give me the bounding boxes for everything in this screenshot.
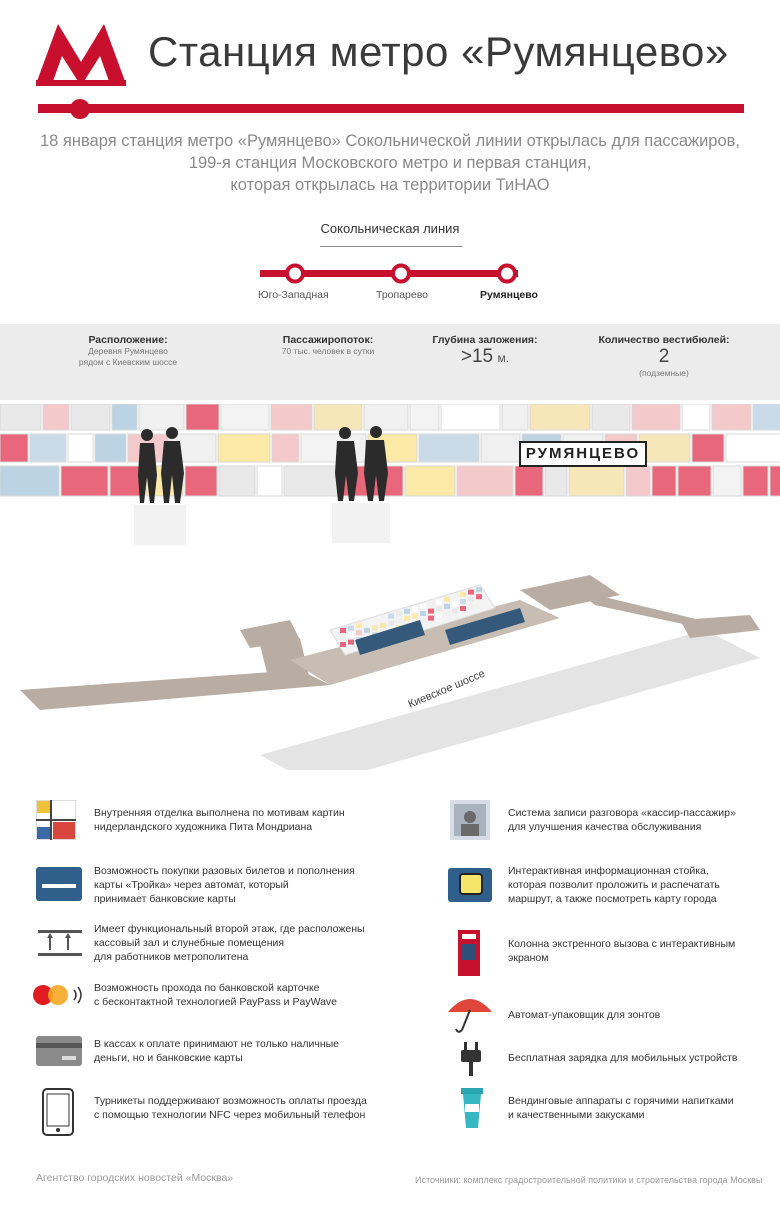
intro-line-1: 18 января станция метро «Румянцево» Сокольнической линии открылась для пассажиров, [39,132,741,150]
iso-mosaic-tile [444,597,450,602]
station-label-2: Тропарево [376,289,429,301]
info-kiosk-icon [448,868,492,902]
iso-mosaic-tile [340,635,346,640]
iso-mosaic-tile [388,614,394,619]
iso-mosaic-tile [460,592,466,597]
bank-card-icon [36,1036,82,1066]
mosaic-tile [481,434,520,462]
iso-mosaic-tile [356,630,362,635]
footer-agency: Агентство городских новостей «Москва» [36,1172,234,1184]
feature-left-5: В кассах к оплате принимают не только наличные деньги, но и банковские карты [94,1038,340,1064]
mosaic-tile [186,404,219,430]
iso-mosaic-tile [372,618,378,623]
iso-mosaic-tile [476,601,482,606]
cup-icon [460,1088,484,1128]
iso-mosaic-tile [476,587,482,592]
mosaic-tile [592,404,630,430]
mosaic-tile [682,404,710,430]
mosaic-tile [530,404,590,430]
line-map-diagram [255,262,525,286]
iso-mosaic-tile [404,616,410,621]
iso-mosaic-tile [428,609,434,614]
mosaic-tile [713,466,741,496]
mosaic-tile [0,404,41,430]
ticket-machine-icon [36,867,82,901]
location-value-1: Деревня Румянцево [88,346,168,356]
intro-text [20,130,760,196]
mosaic-tile [626,466,650,496]
mosaic-tile [221,404,269,430]
intro-line-3: которая открылась на территории ТиНАО [230,176,550,194]
mosaic-tile [753,404,780,430]
iso-mosaic-tile [396,618,402,623]
iso-mosaic-tile [412,606,418,611]
iso-mosaic-tile [468,590,474,595]
emergency-column-icon [458,930,480,976]
iso-mosaic-tile [468,597,474,602]
iso-mosaic-tile [364,621,370,626]
iso-mosaic-tile [460,599,466,604]
title-dot [70,99,90,119]
iso-mosaic-tile [340,628,346,633]
intro-line-2: 199-я станция Московского метро и первая станция, [188,154,592,172]
mosaic-tile [219,466,255,496]
vestibules-value: 2 [658,346,670,367]
iso-mosaic-tile [444,611,450,616]
station-dot-3 [499,266,515,282]
depth-unit: м. [497,351,510,365]
smartphone-icon [42,1088,74,1136]
traffic-value: 70 тыс. человек в сутки [281,346,375,356]
metro-logo-icon [36,22,126,86]
iso-mosaic-tile [420,618,426,623]
mosaic-tile [0,466,59,496]
mosaic-tile [652,466,676,496]
plug-icon [460,1042,482,1076]
title-underline [38,104,744,113]
traffic-title: Пассажиропоток: [282,334,374,346]
station-label-1: Юго-Западная [258,289,329,301]
mosaic-tile [678,466,711,496]
paypass-icon [32,983,90,1007]
location-value-2: рядом с Киевским шоссе [78,357,178,367]
info-location [60,334,196,368]
mosaic-tile [271,404,312,430]
feature-right-1: Система записи разговора «кассир-пассажир» для улучшения качества обслуживания [508,807,736,833]
footer-sources: Источники: комплекс градостроительной политики и строительства города Москвы [415,1175,763,1185]
people-silhouette-right [328,423,394,553]
feature-right-5: Бесплатная зарядка для мобильных устройств [508,1052,738,1064]
iso-mosaic-tile [404,609,410,614]
info-traffic [260,334,396,357]
mosaic-tile [419,434,479,462]
mosaic-tile [441,404,500,430]
station-dot-1 [287,266,303,282]
iso-mosaic-tile [348,626,354,631]
feature-left-1: Внутренняя отделка выполнена по мотивам картин нидерландского художника Пита Мондриана [94,807,345,833]
iso-mosaic-tile [420,611,426,616]
mosaic-tile [0,434,28,462]
mosaic-tile [569,466,624,496]
depth-value: >15 [460,346,494,367]
mosaic-tile [30,434,66,462]
iso-mosaic-tile [452,594,458,599]
feature-right-4: Автомат-упаковщик для зонтов [508,1009,661,1021]
mosaic-tile [457,466,513,496]
mosaic-tile [726,434,780,462]
iso-mosaic-tile [452,601,458,606]
feature-right-2: Интерактивная информационная стойка, которая позволит проложить и распечатать маршрут, а также посмотреть карту города [508,865,720,905]
feature-left-4: Возможность прохода по банковской карточке с бесконтактной технологией PayPass и PayWave [94,982,338,1008]
iso-mosaic-tile [468,604,474,609]
iso-mosaic-tile [412,613,418,618]
info-depth [420,334,550,368]
road-label: Киевское шоссе [406,667,487,711]
cashier-icon [450,800,490,840]
feature-right-3: Колонна экстренного вызова с интерактивным экраном [508,938,736,964]
iso-mosaic-tile [380,623,386,628]
iso-mosaic-tile [388,621,394,626]
iso-mosaic-tile [436,606,442,611]
mosaic-tile [68,434,93,462]
feature-left-6: Турникеты поддерживают возможность оплаты проезда с помощью технологии NFC через мобильный телефон [94,1095,367,1121]
iso-mosaic-tile [340,642,346,647]
mosaic-tile [95,434,126,462]
mosaic-tile [218,434,270,462]
line-name: Сокольническая линия [320,221,460,236]
station-sign: РУМЯНЦЕВО [519,441,647,467]
mosaic-tile [257,466,282,496]
mosaic-tile [545,466,567,496]
mosaic-tile [515,466,543,496]
mosaic-tile [632,404,680,430]
iso-mosaic-tile [444,604,450,609]
mosaic-tile [743,466,768,496]
line-name-underline [320,246,462,247]
info-strip [0,324,780,400]
iso-mosaic-tile [380,616,386,621]
station-dot-2 [393,266,409,282]
info-vestibules [594,334,734,379]
iso-mosaic-tile [396,611,402,616]
mosaic-tile [410,404,439,430]
iso-mosaic-tile [428,602,434,607]
feature-left-2: Возможность покупки разовых билетов и пополнения карты «Тройка» через автомат, который принимает банковские карты [94,865,355,905]
mosaic-tile [692,434,724,462]
mosaic-tile [502,404,528,430]
second-floor-icon [38,928,82,958]
station-isometric-illustration [0,560,780,770]
people-silhouette-left [130,425,190,555]
iso-mosaic-tile [348,640,354,645]
vestibules-note: (подземные) [639,368,689,378]
iso-mosaic-tile [372,625,378,630]
mosaic-tile [272,434,299,462]
mosaic-tile [405,466,455,496]
feature-left-3: Имеет функциональный второй этаж, где расположены кассовый зал и слунебные помещения для работников метрополитена [94,923,365,963]
mosaic-tile [770,466,780,496]
location-title: Расположение: [88,334,168,346]
umbrella-icon [446,992,494,1034]
station-label-3: Румянцево [480,289,538,301]
depth-title: Глубина заложения: [432,334,538,346]
iso-mosaic-tile [436,613,442,618]
page-title: Станция метро «Румянцево» [148,28,729,75]
feature-right-6: Вендинговые аппараты с горячими напитками и качественными закусками [508,1095,734,1121]
vestibules-title: Количество вестибюлей: [598,334,730,346]
mosaic-tile [71,404,110,430]
iso-mosaic-tile [436,599,442,604]
iso-mosaic-tile [428,616,434,621]
iso-mosaic-tile [348,633,354,638]
mosaic-tile [712,404,751,430]
mondrian-icon [36,800,76,840]
iso-mosaic-tile [364,628,370,633]
iso-mosaic-tile [420,604,426,609]
mosaic-tile [61,466,108,496]
iso-mosaic-tile [460,606,466,611]
mosaic-tile [43,404,69,430]
iso-mosaic-tile [452,608,458,613]
iso-mosaic-tile [356,623,362,628]
iso-mosaic-tile [476,594,482,599]
